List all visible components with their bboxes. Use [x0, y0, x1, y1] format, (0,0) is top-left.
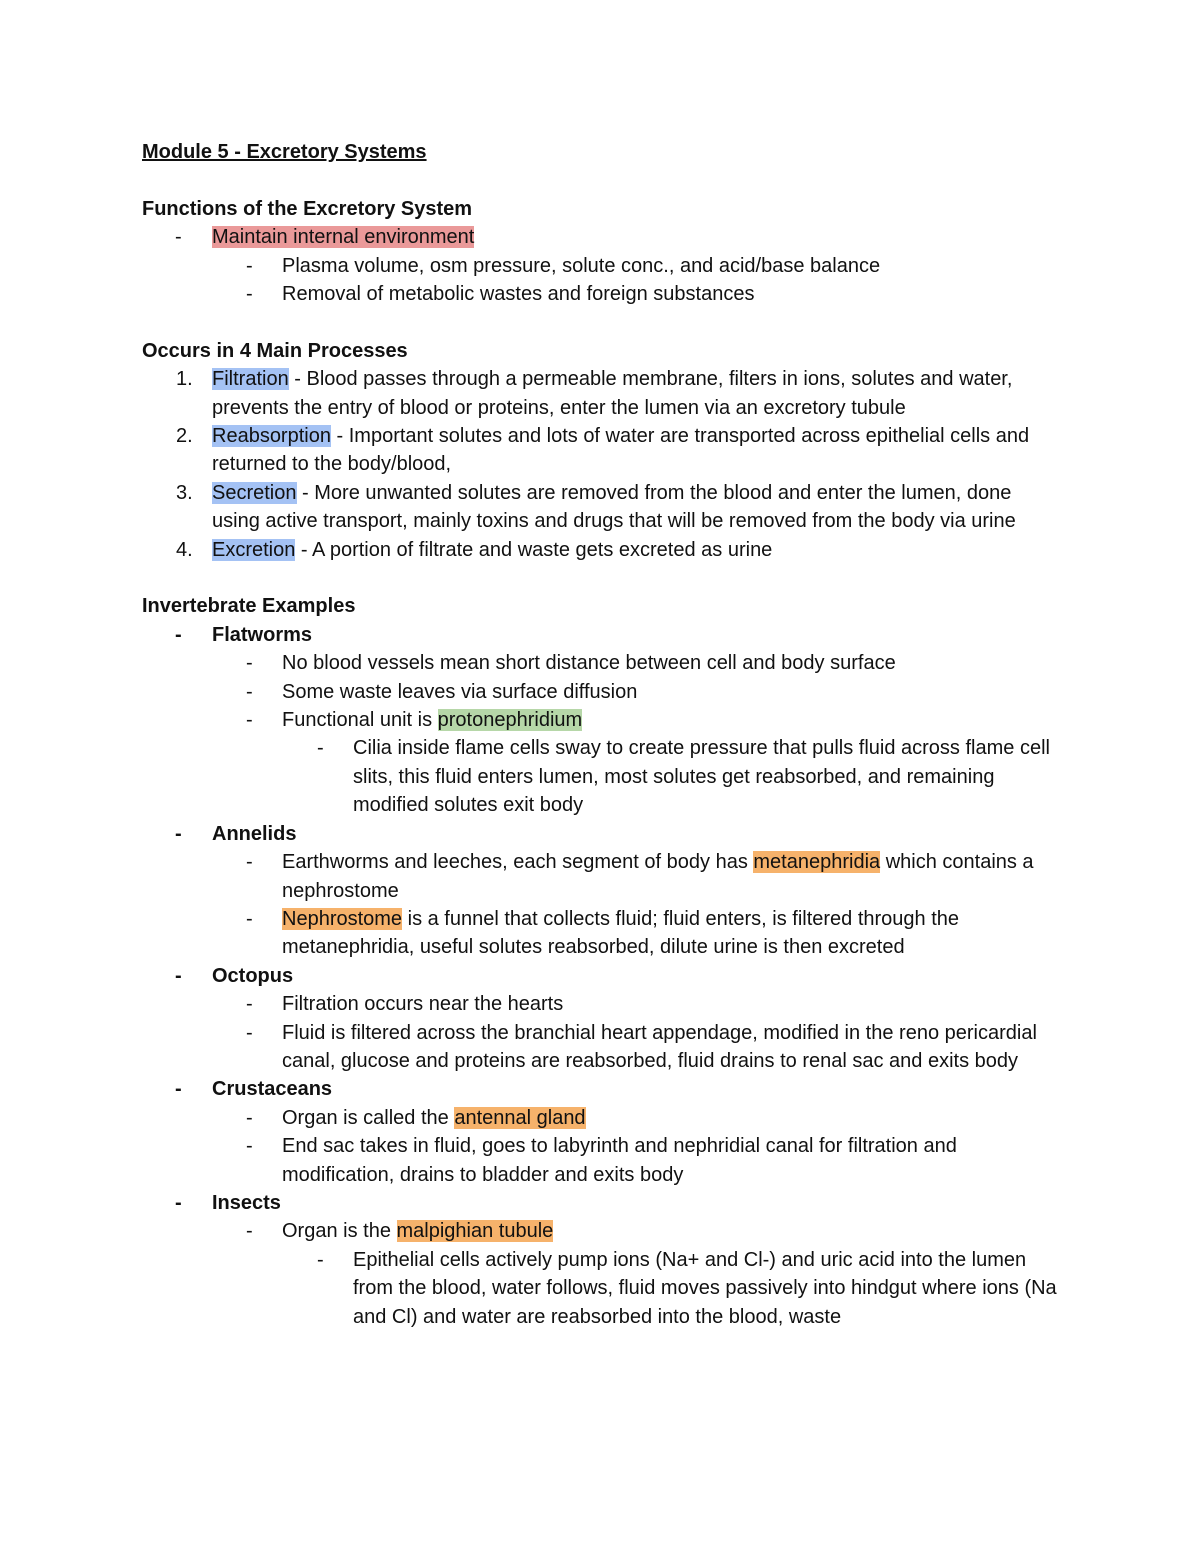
- dash-bullet: -: [317, 737, 324, 760]
- bullet-text: End sac takes in fluid, goes to labyrinth and nephridial canal for filtration and modification, drains to bladder and exits body: [282, 1135, 957, 1186]
- organism-heading: [142, 962, 1062, 990]
- organism-name: Insects: [212, 1191, 281, 1214]
- highlight-blue: Excretion: [212, 538, 296, 561]
- highlight-orange: antennal gland: [454, 1106, 586, 1129]
- numbered-item: [142, 479, 1062, 536]
- list-number: 3.: [176, 481, 193, 504]
- highlight-orange: Nephrostome: [282, 907, 403, 930]
- bullet-text: is a funnel that collects fluid; fluid enters, is filtered through the metanephridia, useful solutes reabsorbed, dilute urine is then excreted: [282, 907, 960, 959]
- dash-bullet: -: [246, 907, 253, 930]
- highlight-orange: malpighian tubule: [396, 1220, 554, 1243]
- highlight-red: Maintain internal environment: [212, 226, 475, 249]
- dash-bullet: -: [246, 283, 253, 306]
- dash-bullet: -: [246, 1106, 253, 1129]
- invertebrates-heading: Invertebrate Examples: [142, 595, 356, 618]
- organism-heading: [142, 1075, 1062, 1103]
- item-text: - A portion of filtrate and waste gets excreted as urine: [295, 538, 773, 561]
- functions-heading: Functions of the Excretory System: [142, 197, 473, 220]
- bullet-text: which contains a nephrostome: [282, 851, 1034, 902]
- bullet-item: [142, 252, 1062, 280]
- highlight-blue: Reabsorption: [212, 425, 331, 448]
- dash-bullet: -: [175, 623, 182, 646]
- bullet-item: [142, 223, 1062, 251]
- organism-name: Annelids: [212, 822, 297, 845]
- dash-bullet: -: [246, 851, 253, 874]
- dash-bullet: -: [246, 1135, 253, 1158]
- bullet-item: [142, 1019, 1062, 1076]
- bullet-item: [142, 990, 1062, 1018]
- dash-bullet: -: [246, 1021, 253, 1044]
- spacer: [142, 308, 1062, 336]
- numbered-item: [142, 422, 1062, 479]
- bullet-item: [142, 280, 1062, 308]
- spacer: [142, 166, 1062, 194]
- organism-heading: [142, 820, 1062, 848]
- bullet-item: [142, 1104, 1062, 1132]
- dash-bullet: -: [317, 1248, 324, 1271]
- dash-bullet: -: [246, 680, 253, 703]
- dash-bullet: -: [246, 1220, 253, 1243]
- bullet-text: Functional unit is: [282, 709, 438, 732]
- dash-bullet: -: [246, 993, 253, 1016]
- bullet-item: [142, 706, 1062, 734]
- organism-name: Crustaceans: [212, 1078, 333, 1101]
- bullet-text: Filtration occurs near the hearts: [282, 993, 564, 1016]
- highlight-blue: Filtration: [212, 368, 289, 391]
- bullet-text: Removal of metabolic wastes and foreign substances: [282, 283, 755, 306]
- item-text: - More unwanted solutes are removed from the blood and enter the lumen, done using active transport, mainly toxins and drugs that will be removed from the body via urine: [212, 481, 1016, 533]
- bullet-item: [142, 848, 1062, 905]
- bullet-text: Plasma volume, osm pressure, solute conc., and acid/base balance: [282, 254, 881, 277]
- document-page: [142, 138, 1062, 1331]
- highlight-orange: metanephridia: [753, 851, 881, 874]
- bullet-item: [142, 905, 1062, 962]
- spacer: [142, 564, 1062, 592]
- bullet-text: Epithelial cells actively pump ions (Na+ and Cl-) and uric acid into the lumen from the blood, water follows, fluid moves passively into hindgut where ions (Na and Cl) and water are reabsorbed into the blood, waste: [353, 1248, 1057, 1328]
- organism-name: Flatworms: [212, 623, 313, 646]
- bullet-text: Fluid is filtered across the branchial heart appendage, modified in the reno pericardial canal, glucose and proteins are reabsorbed, fluid drains to renal sac and exits body: [282, 1021, 1037, 1072]
- item-text: - Important solutes and lots of water are transported across epithelial cells and returned to the body/blood,: [212, 425, 1030, 476]
- organism-heading: [142, 1189, 1062, 1217]
- list-number: 4.: [176, 538, 193, 561]
- numbered-item: [142, 365, 1062, 422]
- dash-bullet: -: [175, 822, 182, 845]
- dash-bullet: -: [175, 964, 182, 987]
- dash-bullet: -: [175, 1191, 182, 1214]
- list-number: 2.: [176, 425, 193, 448]
- list-number: 1.: [176, 368, 193, 391]
- highlight-green: protonephridium: [437, 709, 583, 732]
- bullet-text: No blood vessels mean short distance between cell and body surface: [282, 652, 896, 675]
- bullet-item: [142, 1217, 1062, 1245]
- dash-bullet: -: [175, 1078, 182, 1101]
- bullet-text: Some waste leaves via surface diffusion: [282, 680, 638, 703]
- processes-heading: Occurs in 4 Main Processes: [142, 339, 408, 362]
- bullet-text: Organ is the: [282, 1220, 397, 1243]
- bullet-item: [142, 678, 1062, 706]
- dash-bullet: -: [175, 226, 182, 249]
- bullet-item: [142, 1132, 1062, 1189]
- bullet-text: Earthworms and leeches, each segment of body has: [282, 851, 754, 874]
- organism-heading: [142, 621, 1062, 649]
- dash-bullet: -: [246, 709, 253, 732]
- document-title: Module 5 - Excretory Systems: [142, 141, 427, 163]
- bullet-item: [142, 1246, 1062, 1331]
- dash-bullet: -: [246, 254, 253, 277]
- numbered-item: [142, 536, 1062, 564]
- bullet-item: [142, 649, 1062, 677]
- item-text: - Blood passes through a permeable membrane, filters in ions, solutes and water, prevents the entry of blood or proteins, enter the lumen via an excretory tubule: [212, 368, 1013, 419]
- bullet-item: [142, 734, 1062, 819]
- organism-name: Octopus: [212, 964, 294, 987]
- bullet-text: Cilia inside flame cells sway to create pressure that pulls fluid across flame cell slits, this fluid enters lumen, most solutes get reabsorbed, and remaining modified solutes exit body: [353, 737, 1050, 817]
- bullet-text: Organ is called the: [282, 1106, 455, 1129]
- dash-bullet: -: [246, 652, 253, 675]
- highlight-blue: Secretion: [212, 481, 297, 504]
